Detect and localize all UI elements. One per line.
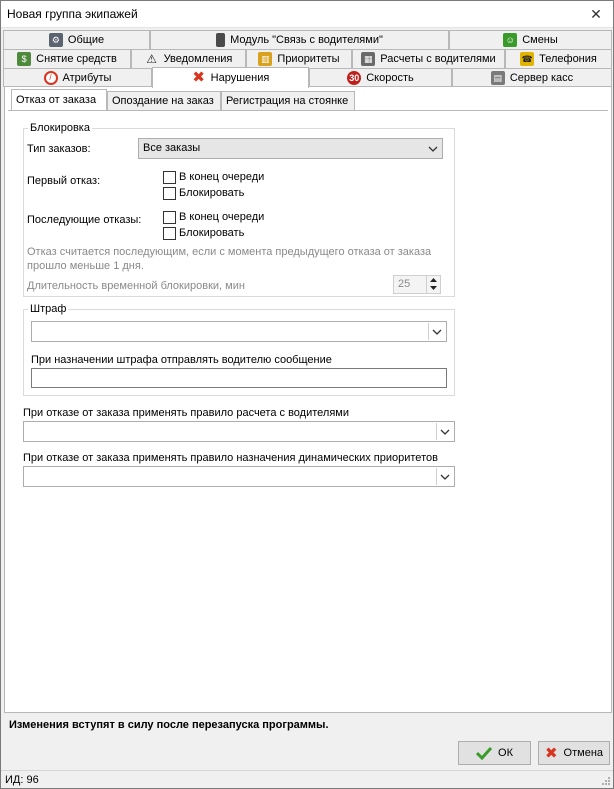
title-bar [1,1,613,28]
tab-money-withdraw[interactable] [3,49,131,68]
cancel-button[interactable] [538,741,610,765]
refusal-note-line2: прошло меньше 1 дня. [27,260,144,272]
fine-select[interactable] [31,321,447,342]
spinner-buttons [426,276,440,293]
subsequent-block-label: Блокировать [179,227,245,239]
tab-label: Уведомления [163,53,233,65]
block-duration-label: Длительность временной блокировки, мин [27,280,245,292]
tab-row-3 [1,68,614,87]
chevron-down-icon [424,140,441,157]
tab-label: Атрибуты [62,72,112,84]
subtab-order-refusal[interactable] [11,89,107,110]
money-withdraw-icon: $ [17,52,31,66]
no-smoking-icon: / [44,71,58,85]
subtab-label: Опоздание на заказ [112,95,214,107]
chevron-down-icon [428,323,445,340]
checkmark-icon [476,746,492,760]
close-icon: ✕ [590,5,602,22]
fine-group [23,303,455,396]
violations-tab-panel [4,86,612,713]
speed-limit-icon: 30 [349,73,360,83]
priority-rule-label: При отказе от заказа применять правило назначения динамических приоритетов [23,452,438,464]
calc-rule-select[interactable] [23,421,455,442]
record-id: ИД: 96 [5,774,39,786]
driver-communication-icon [216,33,225,47]
ok-label: ОК [498,747,513,759]
tab-label: Снятие средств [36,53,117,65]
subsequent-block-checkbox[interactable] [163,227,176,240]
spin-down-icon[interactable] [427,284,440,292]
cancel-x-icon: ✖ [544,745,558,762]
subtab-late-for-order[interactable] [107,91,221,110]
tab-row-2 [1,49,614,68]
status-bar [1,770,613,788]
window-title: Новая группа экипажей [7,7,138,21]
violation-x-icon: ✖ [192,69,205,86]
tab-priorities[interactable] [246,49,352,68]
tab-shifts[interactable] [449,30,612,49]
first-to-queue-end-checkbox[interactable] [163,171,176,184]
order-refusal-panel [8,110,608,710]
fine-message-input[interactable] [31,368,447,388]
tab-label: Скорость [366,72,414,84]
restart-notice: Изменения вступят в силу после перезапуска программы. [9,719,329,731]
chevron-down-icon [436,423,453,440]
fine-message-label: При назначении штрафа отправлять водителю сообщение [31,354,332,366]
ok-button[interactable] [458,741,531,765]
tab-attributes[interactable] [3,68,152,87]
first-block-label: Блокировать [179,187,245,199]
tab-label: Общие [67,34,105,46]
tab-violations[interactable] [152,67,309,88]
block-duration-value: 25 [398,278,411,290]
spin-up-icon[interactable] [427,276,440,284]
subsequent-to-queue-end-label: В конец очереди [179,211,265,223]
resize-grip-icon[interactable] [601,776,611,786]
order-type-select[interactable] [138,138,443,159]
tab-label: Телефония [539,53,597,65]
first-to-queue-end-label: В конец очереди [179,171,265,183]
blocking-legend: Блокировка [30,122,90,134]
tab-notifications[interactable] [131,49,246,68]
subtab-parking-registration[interactable] [221,91,355,110]
tab-driver-settlements[interactable] [352,49,505,68]
first-refusal-label: Первый отказ: [27,175,101,187]
tab-general[interactable] [3,30,150,49]
tab-driver-communication[interactable] [150,30,449,49]
chevron-down-icon [436,468,453,485]
tab-label: Модуль "Связь с водителями" [230,34,383,46]
cancel-label: Отмена [563,747,604,759]
phone-icon: ☎ [521,54,533,64]
subsequent-to-queue-end-checkbox[interactable] [163,211,176,224]
tab-label: Смены [522,34,558,46]
tab-row-1 [1,30,614,49]
warning-icon: ⚠ [146,52,157,66]
tab-cash-server[interactable] [452,68,612,87]
tab-label: Расчеты с водителями [380,53,496,65]
calc-rule-label: При отказе от заказа применять правило расчета с водителями [23,407,349,419]
tab-label: Нарушения [210,72,270,84]
order-type-value: Все заказы [143,142,201,154]
subtab-label: Регистрация на стоянке [226,95,349,107]
close-button[interactable] [579,1,613,27]
refusal-note-line1: Отказ считается последующим, если с момента предыдущего отказа от заказа [27,246,432,258]
calculator-icon: ▦ [361,52,375,66]
tab-telephony[interactable] [505,49,612,68]
tab-label: Сервер касс [509,72,574,84]
subsequent-refusals-label: Последующие отказы: [27,214,142,226]
tab-label: Приоритеты [277,53,340,65]
general-settings-icon: ⚙ [49,33,63,47]
first-block-checkbox[interactable] [163,187,176,200]
blocking-group [23,122,455,297]
cash-server-icon: ▤ [491,71,505,85]
fine-legend: Штраф [30,303,67,315]
shifts-people-icon: ☺ [503,33,517,47]
priority-chart-icon: ▥ [258,52,272,66]
tab-speed[interactable] [309,68,452,87]
order-type-label: Тип заказов: [27,143,91,155]
subtab-label: Отказ от заказа [16,94,97,106]
priority-rule-select[interactable] [23,466,455,487]
block-duration-spinner[interactable] [393,275,441,294]
